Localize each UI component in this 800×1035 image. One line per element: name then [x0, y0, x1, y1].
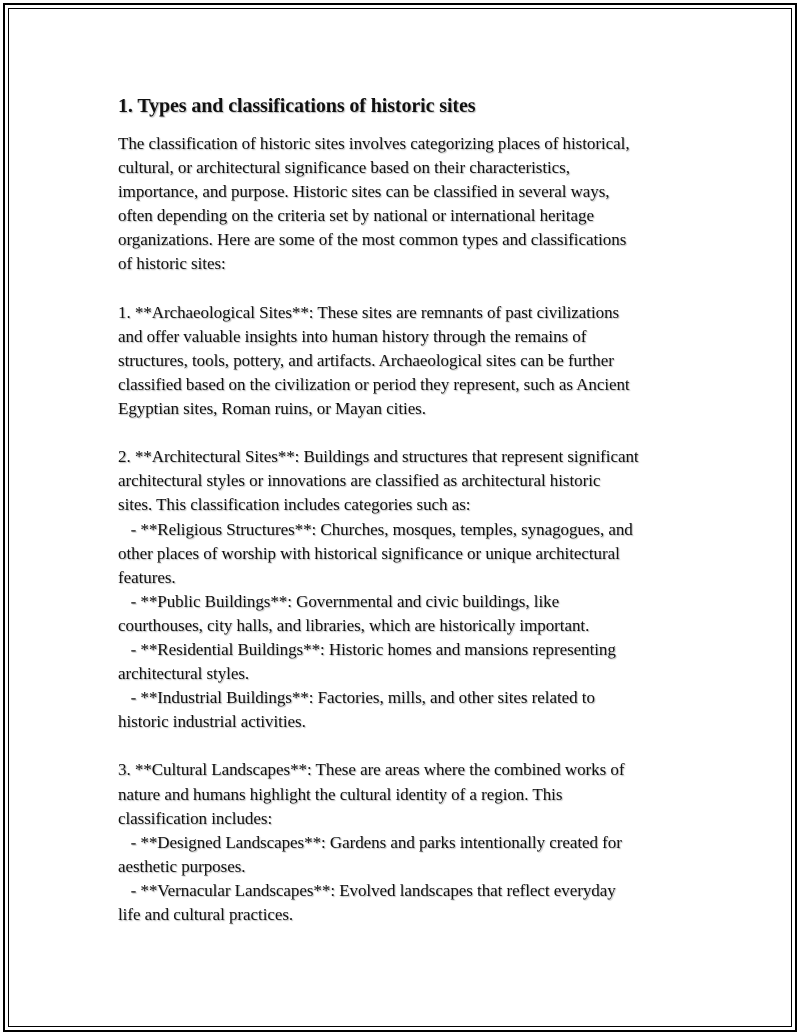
document-body	[118, 92, 698, 927]
section-heading: 1. Types and classifications of historic sites	[118, 95, 476, 117]
text-line: - **Public Buildings**: Governmental and civic buildings, like	[118, 591, 560, 611]
text-line: importance, and purpose. Historic sites can be classified in several ways,	[118, 182, 610, 202]
paragraph-block	[118, 132, 698, 927]
text-line: sites. This classification includes categories such as:	[118, 495, 471, 515]
text-line: classification includes:	[118, 808, 273, 828]
text-line: - **Industrial Buildings**: Factories, mills, and other sites related to	[118, 688, 595, 708]
text-line: The classification of historic sites involves categorizing places of historical,	[118, 134, 630, 153]
text-line: - **Vernacular Landscapes**: Evolved landscapes that reflect everyday	[118, 880, 616, 900]
text-line: other places of worship with historical significance or unique architectural	[118, 543, 620, 563]
text-line: courthouses, city halls, and libraries, which are historically important.	[118, 615, 590, 635]
text-line: often depending on the criteria set by national or international heritage	[118, 206, 594, 226]
text-line: organizations. Here are some of the most common types and classifications	[118, 230, 627, 250]
text-line: structures, tools, pottery, and artifacts. Archaeological sites can be further	[118, 350, 614, 370]
text-line: - **Residential Buildings**: Historic homes and mansions representing	[118, 639, 616, 659]
text-line: 1. **Archaeological Sites**: These sites are remnants of past civilizations	[118, 302, 620, 322]
text-line: architectural styles or innovations are classified as architectural historic	[118, 471, 601, 491]
text-line: nature and humans highlight the cultural identity of a region. This	[118, 784, 563, 804]
text-line: and offer valuable insights into human history through the remains of	[118, 326, 587, 346]
text-line: of historic sites:	[118, 254, 226, 274]
text-line: classified based on the civilization or period they represent, such as Ancient	[118, 374, 630, 394]
text-line: 3. **Cultural Landscapes**: These are areas where the combined works of	[118, 760, 625, 780]
text-line: aesthetic purposes.	[118, 856, 246, 876]
text-line: architectural styles.	[118, 664, 250, 684]
blank-line	[118, 421, 698, 445]
blank-line	[118, 734, 698, 758]
text-line: - **Religious Structures**: Churches, mosques, temples, synagogues, and	[118, 519, 633, 539]
text-line: historic industrial activities.	[118, 712, 306, 732]
text-line: features.	[118, 567, 176, 587]
text-line: cultural, or architectural significance based on their characteristics,	[118, 158, 570, 178]
text-line: 2. **Architectural Sites**: Buildings and structures that represent significant	[118, 447, 639, 467]
text-line: - **Designed Landscapes**: Gardens and parks intentionally created for	[118, 832, 622, 852]
text-line: Egyptian sites, Roman ruins, or Mayan cities.	[118, 399, 426, 419]
blank-line	[118, 277, 698, 301]
text-line: life and cultural practices.	[118, 905, 294, 924]
